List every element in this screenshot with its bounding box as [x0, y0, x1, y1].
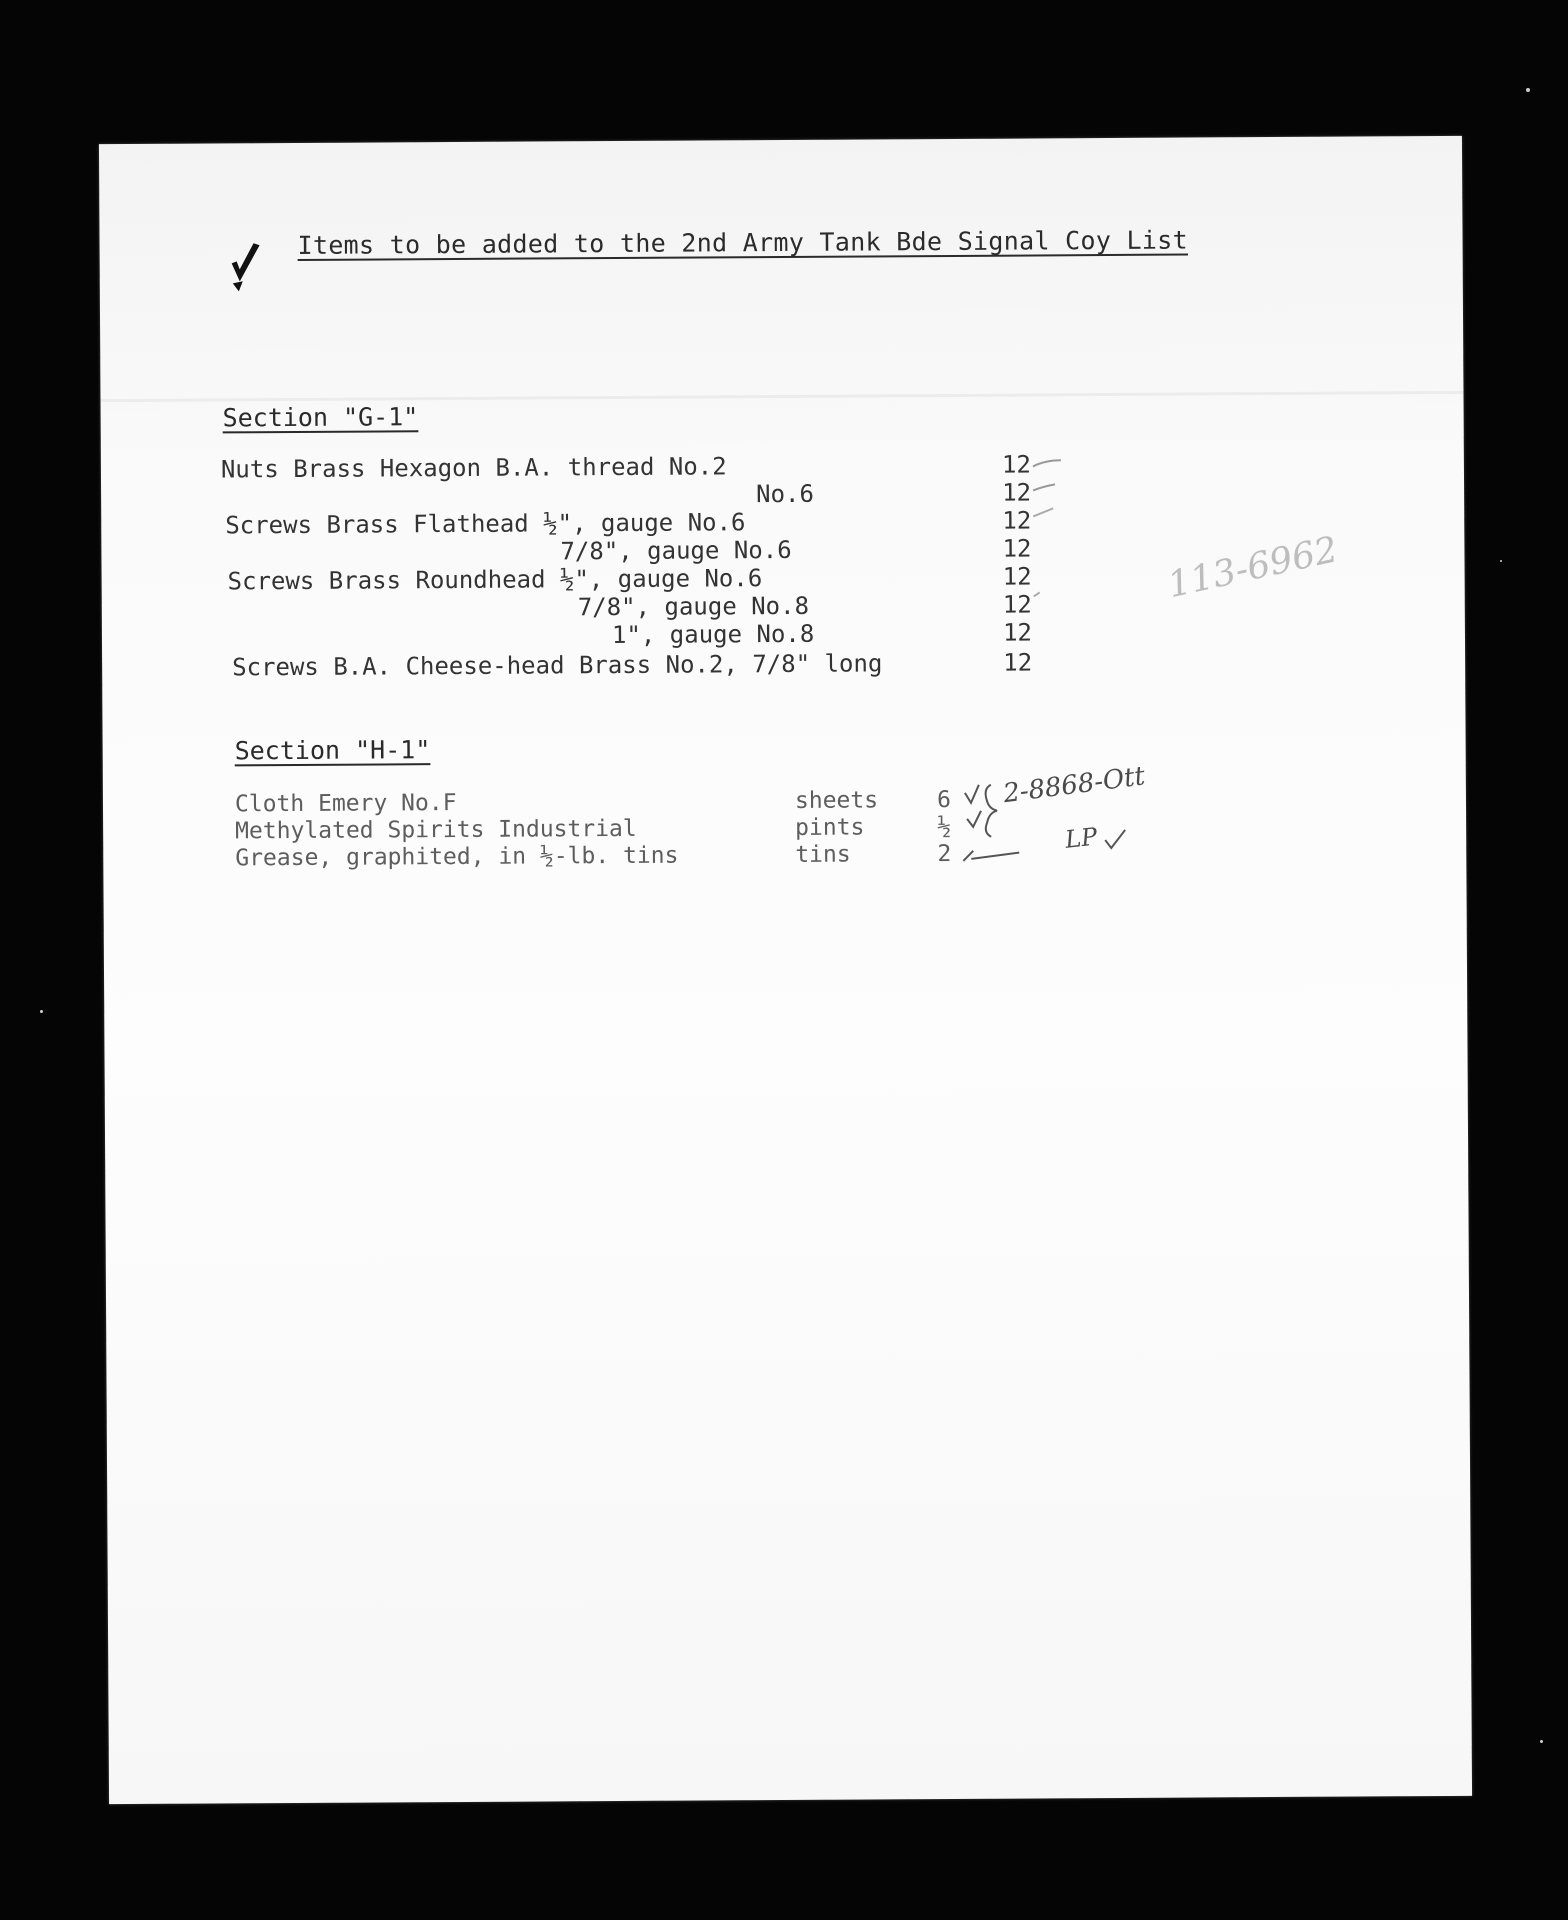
item-description: No.6	[756, 479, 814, 509]
item-unit: sheets	[794, 787, 879, 814]
paper-fold-line	[101, 391, 1464, 402]
item-quantity: ½	[937, 813, 952, 841]
item-description: Screws Brass Flathead ½", gauge No.6	[225, 508, 746, 540]
section-heading-h1: Section "H-1"	[234, 735, 431, 766]
item-description: 7/8", gauge No.6	[560, 535, 792, 566]
document-page	[99, 136, 1472, 1804]
section-heading-g1: Section "G-1"	[222, 402, 419, 433]
item-quantity: 6	[937, 786, 952, 814]
handwritten-initials: LP	[1063, 822, 1099, 854]
item-description: 7/8", gauge No.8	[577, 591, 810, 622]
item-description: Methylated Spirits Industrial	[235, 815, 637, 845]
document-title: Items to be added to the 2nd Army Tank Bde Signal Coy List	[297, 225, 1189, 260]
list-item	[235, 841, 956, 975]
item-description: Cloth Emery No.F	[234, 790, 457, 818]
item-quantity: 12	[1003, 648, 1033, 677]
item-description: Grease, graphited, in ½-lb. tins	[235, 842, 679, 872]
handwritten-reference: 2-8868-Ott	[1001, 761, 1147, 810]
item-quantity: 12	[1002, 562, 1032, 591]
handwritten-tick-marks	[1031, 446, 1092, 626]
item-description: Screws Brass Roundhead ½", gauge No.6	[227, 564, 763, 596]
item-quantity: 12	[1002, 534, 1032, 563]
item-quantity: 2	[937, 840, 952, 868]
item-description: Nuts Brass Hexagon B.A. thread No.2	[220, 452, 727, 484]
handwritten-reference: 113-6962	[1164, 529, 1342, 607]
item-quantity: 12	[1002, 618, 1033, 647]
checkmark-icon	[1103, 828, 1127, 850]
checkmark-icon	[224, 237, 264, 291]
item-quantity: 12	[1002, 478, 1032, 507]
item-unit: pints	[795, 814, 865, 841]
item-description: 1", gauge No.8	[611, 619, 815, 650]
item-unit: tins	[795, 841, 851, 868]
item-quantity: 12	[1002, 506, 1032, 535]
item-quantity: 12	[1001, 450, 1032, 479]
item-quantity: 12	[1002, 590, 1032, 619]
item-description: Screws B.A. Cheese-head Brass No.2, 7/8" long	[232, 649, 883, 682]
